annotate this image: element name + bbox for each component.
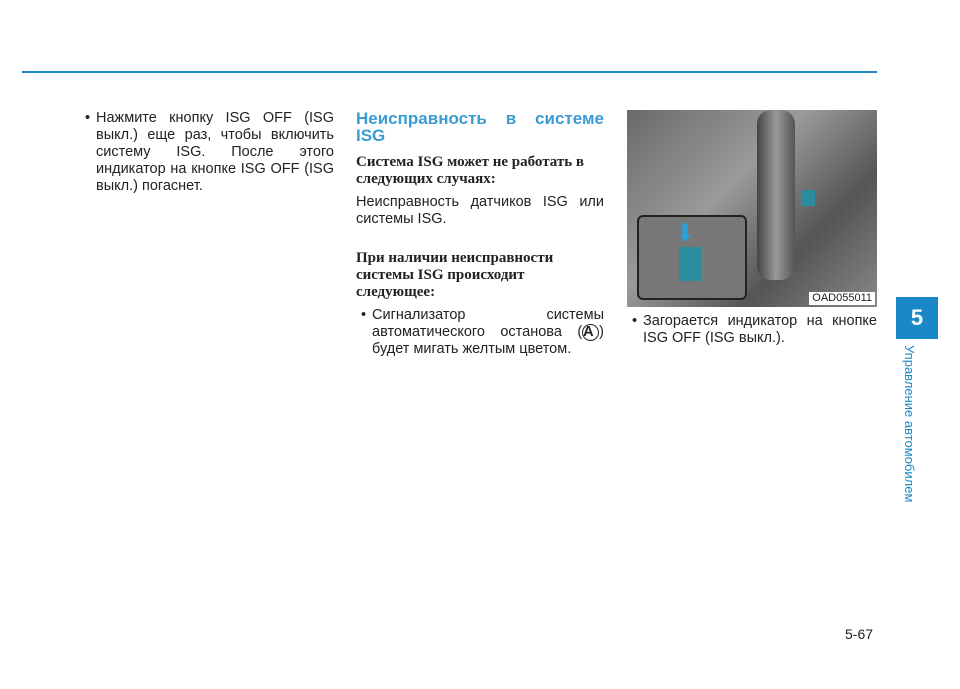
bullet-item bbox=[356, 307, 604, 358]
subheading: При наличии неисправности системы ISG происходит следующее: bbox=[356, 250, 554, 300]
bullet-text: Сигнализатор системы автоматического останова ( bbox=[372, 307, 604, 340]
column-2 bbox=[356, 110, 604, 358]
chapter-label: Управление автомобилем bbox=[902, 345, 917, 503]
arrow-down-icon: ⬇ bbox=[675, 220, 696, 247]
section-heading: Неисправность в системе ISG bbox=[356, 109, 604, 145]
bullet-text: ) будет мигать желтым цветом. bbox=[372, 324, 604, 357]
isg-off-button-image bbox=[679, 247, 701, 281]
column-3 bbox=[627, 110, 877, 347]
bullet-item: • Нажмите кнопку ISG OFF (ISG выкл.) еще раз, чтобы включить систему ISG. После этого индикатор на кнопке ISG OFF (ISG выкл.) погаснет. bbox=[80, 110, 334, 195]
gear-lever-image bbox=[757, 110, 795, 280]
header-rule bbox=[22, 71, 877, 73]
bullet-item: • Загорается индикатор на кнопке ISG OFF (ISG выкл.). bbox=[627, 313, 877, 347]
auto-stop-indicator-icon: A bbox=[582, 324, 599, 341]
column-1 bbox=[80, 110, 334, 195]
subheading: Система ISG может не работать в следующих случаях: bbox=[356, 154, 585, 187]
console-photo bbox=[627, 110, 877, 307]
paragraph: Неисправность датчиков ISG или системы ISG. bbox=[356, 194, 604, 227]
image-code: OAD055011 bbox=[809, 292, 875, 305]
inset-zoom bbox=[637, 215, 747, 300]
isg-button-image bbox=[801, 190, 815, 206]
chapter-tab: 5 bbox=[896, 297, 938, 339]
page-number: 5-67 bbox=[845, 626, 874, 642]
